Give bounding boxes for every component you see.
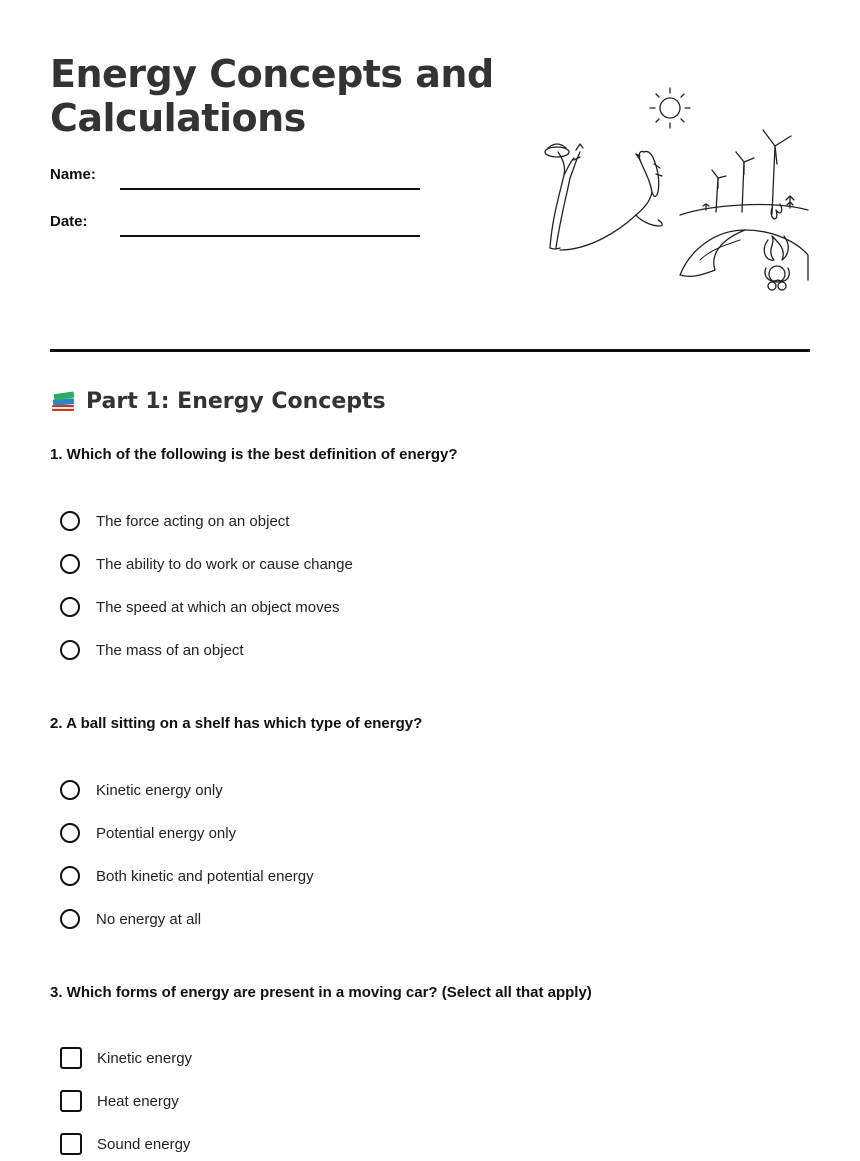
campfire-icon (764, 204, 789, 290)
radio-button[interactable] (60, 780, 80, 800)
q3-option-2[interactable] (60, 1090, 179, 1112)
date-label: Date: (50, 213, 88, 230)
wind-turbine-icon (712, 130, 791, 214)
radio-button[interactable] (60, 554, 80, 574)
name-field[interactable] (50, 166, 120, 183)
tree-icon (545, 144, 583, 249)
q1-option-4[interactable] (60, 640, 244, 660)
q3-option-3[interactable] (60, 1133, 190, 1155)
option-label: Potential energy only (96, 824, 237, 842)
option-label: Kinetic energy (97, 1049, 193, 1067)
radio-button[interactable] (60, 866, 80, 886)
radio-button[interactable] (60, 597, 80, 617)
q1-option-3[interactable] (60, 597, 339, 617)
q2-option-1[interactable] (60, 780, 223, 800)
option-label: The mass of an object (96, 641, 244, 659)
section-heading (50, 388, 386, 414)
option-label: Kinetic energy only (96, 781, 223, 799)
radio-button[interactable] (60, 511, 80, 531)
option-label: Sound energy (97, 1135, 191, 1153)
checkbox[interactable] (60, 1133, 82, 1155)
kangaroo-icon (560, 151, 662, 250)
energy-landscape-illustration (540, 80, 820, 295)
header-divider (50, 349, 810, 352)
name-label: Name: (50, 166, 96, 183)
q2-option-2[interactable] (60, 823, 236, 843)
option-label: Heat energy (97, 1092, 179, 1110)
name-input-line[interactable] (120, 168, 420, 190)
q1-option-1[interactable] (60, 511, 289, 531)
q3-option-1[interactable] (60, 1047, 192, 1069)
checkbox[interactable] (60, 1090, 82, 1112)
river-icon (680, 230, 745, 276)
option-label: The ability to do work or cause change (96, 555, 353, 573)
radio-button[interactable] (60, 823, 80, 843)
question-1: 1. Which of the following is the best definition of energy? (50, 446, 458, 463)
checkbox[interactable] (60, 1047, 82, 1069)
books-icon (50, 388, 76, 414)
option-label: The force acting on an object (96, 512, 290, 530)
date-input-line[interactable] (120, 215, 420, 237)
date-field[interactable] (50, 213, 120, 230)
option-label: Both kinetic and potential energy (96, 867, 314, 885)
option-label: No energy at all (96, 910, 202, 928)
q2-option-3[interactable] (60, 866, 314, 886)
ground-line (680, 205, 808, 215)
q1-option-2[interactable] (60, 554, 353, 574)
option-label: The speed at which an object moves (96, 598, 340, 616)
q2-option-4[interactable] (60, 909, 201, 929)
question-3: 3. Which forms of energy are present in a moving car? (Select all that apply) (50, 984, 592, 1001)
sun-icon (650, 88, 690, 128)
radio-button[interactable] (60, 640, 80, 660)
section-title: Part 1: Energy Concepts (86, 388, 386, 414)
radio-button[interactable] (60, 909, 80, 929)
question-2: 2. A ball sitting on a shelf has which type of energy? (50, 715, 423, 732)
worksheet-title: Energy Concepts and Calculations (50, 52, 494, 140)
